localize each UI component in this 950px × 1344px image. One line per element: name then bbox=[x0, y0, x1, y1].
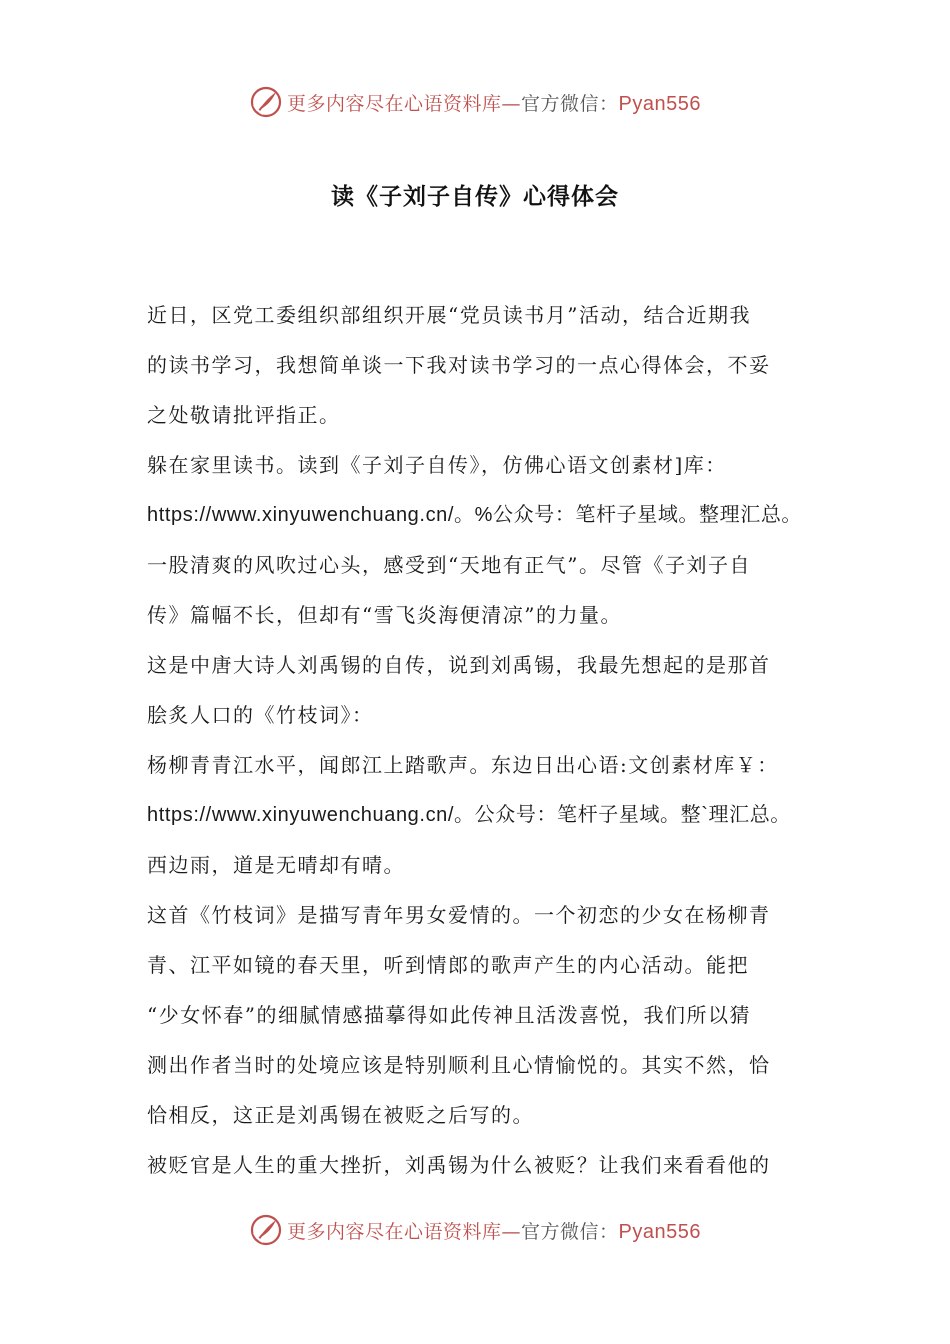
banner-text bbox=[287, 1217, 701, 1244]
body-line: 传》篇幅不长，但却有“雪飞炎海便清凉”的力量。 bbox=[147, 603, 622, 627]
quill-pen-logo-icon bbox=[249, 1213, 283, 1247]
body-line: 一股清爽的风吹过心头，感受到“天地有正气”。尽管《子刘子自 bbox=[147, 553, 751, 577]
body-line: 的读书学习，我想简单谈一下我对读书学习的一点心得体会，不妥 bbox=[147, 353, 771, 377]
banner-wechat-id: Pyan556 bbox=[618, 1220, 701, 1243]
body-line: 近日，区党工委组织部组织开展“党员读书月”活动，结合近期我 bbox=[147, 303, 751, 327]
banner-dash: — bbox=[501, 92, 522, 115]
banner-text bbox=[287, 89, 701, 116]
document-title: 读《子刘子自传》心得体会 bbox=[331, 183, 619, 210]
body-line: 之处敬请批评指正。 bbox=[147, 403, 341, 427]
banner-wechat-label: 官方微信： bbox=[521, 1220, 619, 1243]
body-line: 这是中唐大诗人刘禹锡的自传，说到刘禹锡，我最先想起的是那首 bbox=[147, 653, 771, 677]
body-line: 这首《竹枝词》是描写青年男女爱情的。一个初恋的少女在杨柳青 bbox=[147, 903, 771, 927]
banner-brand: 更多内容尽在心语资料库 bbox=[287, 1220, 502, 1243]
body-line-url: https://www.xinyuwenchuang.cn/。公众号：笔杆子星域。整`理汇总。 bbox=[147, 804, 791, 826]
body-line: 恰相反，这正是刘禹锡在被贬之后写的。 bbox=[147, 1103, 534, 1127]
body-line: 杨柳青青江水平，闻郎江上踏歌声。东边日出心语:文创素材库￥： bbox=[147, 753, 779, 777]
footer-banner bbox=[0, 1210, 950, 1250]
body-line: 脍炙人口的《竹枝词》： bbox=[147, 703, 374, 727]
banner-dash: — bbox=[501, 1220, 522, 1243]
body-line: 被贬官是人生的重大挫折，刘禹锡为什么被贬？让我们来看看他的 bbox=[147, 1153, 771, 1177]
banner-brand: 更多内容尽在心语资料库 bbox=[287, 92, 502, 115]
body-line: 青、江平如镜的春天里，听到情郎的歌声产生的内心活动。能把 bbox=[147, 953, 749, 977]
document-body bbox=[147, 290, 827, 1190]
body-line: 测出作者当时的处境应该是特别顺利且心情愉悦的。其实不然，恰 bbox=[147, 1053, 771, 1077]
quill-pen-logo-icon bbox=[249, 85, 283, 119]
header-banner bbox=[0, 82, 950, 122]
body-line: “少女怀春”的细腻情感描摹得如此传神且活泼喜悦，我们所以猜 bbox=[147, 1003, 751, 1027]
body-line-url: https://www.xinyuwenchuang.cn/。%公众号：笔杆子星域。整理汇总。 bbox=[147, 504, 803, 526]
banner-wechat-label: 官方微信： bbox=[521, 92, 619, 115]
body-line: 躲在家里读书。读到《子刘子自传》，仿佛心语文创素材]库： bbox=[147, 453, 727, 477]
body-line: 西边雨，道是无晴却有晴。 bbox=[147, 853, 405, 877]
banner-wechat-id: Pyan556 bbox=[618, 92, 701, 115]
